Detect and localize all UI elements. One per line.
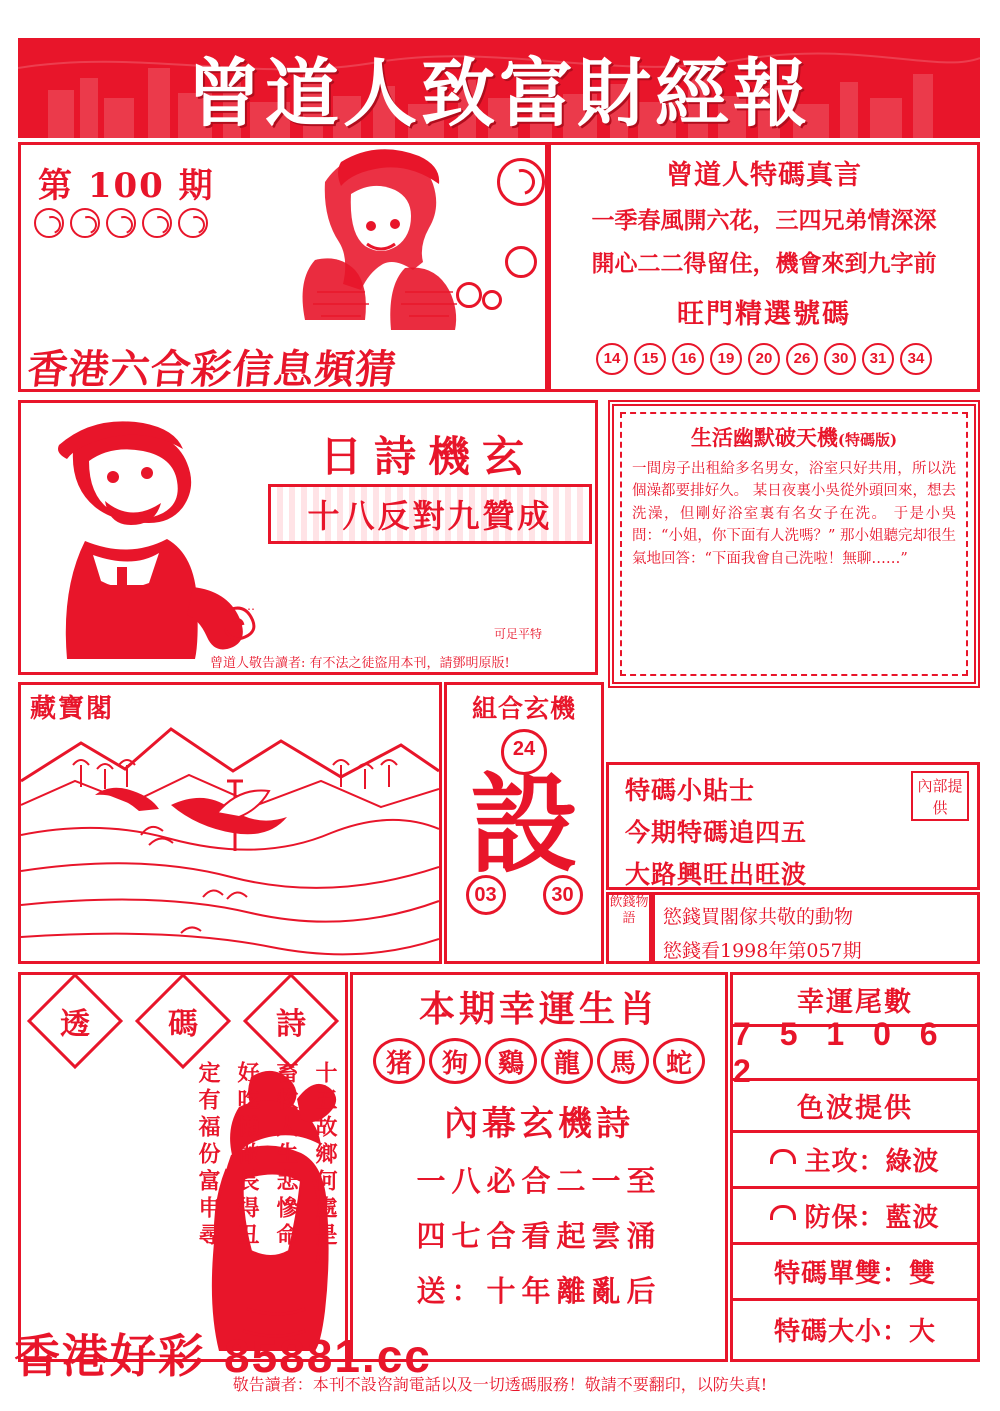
arc-bullet-icon xyxy=(770,1205,796,1220)
lucky-zodiac-panel xyxy=(350,972,728,1362)
inside-poem-line-2: 四七合看起雲涌 xyxy=(416,1219,662,1253)
internal-stamp: 內部提供 xyxy=(911,771,969,821)
selected-numbers-title: 旺門精選號碼 xyxy=(677,299,851,330)
zodiac-badge: 猪 xyxy=(373,1038,425,1084)
wave-row-main-label: 主攻：綠波 xyxy=(804,1147,940,1177)
tips-panel xyxy=(606,762,980,890)
combo-left-number: 03 xyxy=(466,875,506,915)
watermark-cn: 香港好彩 xyxy=(14,1329,206,1383)
money-words-box xyxy=(652,892,980,964)
diamond-label: 碼 xyxy=(168,1007,198,1042)
big-small-row: 特碼大小：大 xyxy=(773,1316,936,1347)
landscape-illustration xyxy=(21,685,439,961)
number-ball: 26 xyxy=(786,343,818,375)
inside-poem-line-3: 送：十年離亂后 xyxy=(416,1274,662,1308)
swirl-icon xyxy=(70,208,100,238)
lucky-tail-title: 幸運尾數 xyxy=(733,975,977,1027)
joke-title-main: 生活幽默破天機 xyxy=(690,425,838,450)
zodiac-badge: 蛇 xyxy=(653,1038,705,1084)
diamond-row xyxy=(21,987,345,1055)
poem-mini-note: 可足平特 xyxy=(494,627,543,641)
number-ball: 19 xyxy=(710,343,742,375)
zodiac-badge: 龍 xyxy=(541,1038,593,1084)
combo-right-number: 30 xyxy=(543,875,583,915)
tips-line-1: 特碼小貼士 xyxy=(625,776,756,805)
poem-column: 好吃懶做長得丑 xyxy=(234,1061,260,1250)
number-ball: 34 xyxy=(900,343,932,375)
footer-note: 敬告讀者：本刊不設咨詢電話以及一切透碼服務！敬請不要翻印，以防失真! xyxy=(232,1375,768,1394)
wave-row-backup xyxy=(733,1189,977,1245)
lucky-zodiac-title: 本期幸運生肖 xyxy=(418,988,659,1030)
masthead xyxy=(18,38,980,138)
wave-row-main xyxy=(733,1133,977,1189)
combo-top-number: 24 xyxy=(501,729,547,775)
vertical-poem-columns xyxy=(21,1061,345,1361)
diamond-badge xyxy=(243,973,339,1069)
tips-line-2: 今期特碼追四五 xyxy=(625,818,808,847)
selected-numbers-row xyxy=(551,343,977,375)
number-ball: 15 xyxy=(634,343,666,375)
joke-body: 一間房子出租給多名男女，浴室只好共用，所以洗個澡都要排好久。 某日夜裏小吳從外頭回來，想去洗澡，但剛好浴室裏有名女子在洗。 于是小吳問：“小姐，你下面有人洗嗎？” 那小姐聽完却很生氣地回答：“下面我會自己洗啦！無聊……” xyxy=(632,461,956,567)
bubble-icon xyxy=(482,290,502,310)
inside-poem-line-1: 一八必合二一至 xyxy=(416,1164,662,1198)
poem-title: 日詩機玄 xyxy=(320,432,537,481)
poem-band: 十八反對九贊成 xyxy=(268,484,592,544)
combo-big-character: 設 xyxy=(469,762,578,888)
copyright-warning: 曾道人敬告讀者: 有不法之徒盜用本刊，請鄧明原版! xyxy=(210,656,510,671)
bubble-icon xyxy=(505,246,537,278)
number-ball: 30 xyxy=(824,343,856,375)
swirl-icon xyxy=(178,208,208,238)
special-code-title: 曾道人特碼真言 xyxy=(666,160,862,191)
masthead-title: 曾道人致富財經報 xyxy=(187,51,811,137)
cartoon-man-illustration xyxy=(31,415,281,665)
poem-column: 十五故鄉何處是 xyxy=(312,1061,338,1250)
issue-label: 第 100 期 xyxy=(38,166,215,206)
watermark-url: 85881.cc xyxy=(224,1330,432,1382)
special-code-panel xyxy=(548,142,980,392)
joke-title xyxy=(632,422,956,452)
diamond-badge xyxy=(135,973,231,1069)
number-ball: 20 xyxy=(748,343,780,375)
number-ball: 16 xyxy=(672,343,704,375)
inside-poem-title: 內幕玄機詩 xyxy=(444,1104,634,1144)
diamond-label: 詩 xyxy=(276,1007,306,1042)
combo-title: 組合玄機 xyxy=(471,694,576,723)
swirl-ball-row xyxy=(34,208,214,238)
zodiac-row xyxy=(353,1038,725,1084)
wave-title: 色波提供 xyxy=(733,1081,977,1133)
number-ball: 31 xyxy=(862,343,894,375)
money-words-label-box xyxy=(606,892,652,964)
money-words-line-2: 慾錢看1998年第057期 xyxy=(663,940,862,962)
zodiac-badge: 馬 xyxy=(597,1038,649,1084)
lucky-tail-numbers: 7 5 1 0 6 2 xyxy=(733,1027,977,1081)
special-code-line-2: 開心二二得留住，機會來到九字前 xyxy=(591,250,937,277)
swirl-icon xyxy=(106,208,136,238)
zodiac-badge: 鷄 xyxy=(485,1038,537,1084)
number-ball: 14 xyxy=(596,343,628,375)
large-swirl-icon xyxy=(497,158,545,206)
poem-column: 定有福份富申尋 xyxy=(195,1061,221,1250)
joke-panel xyxy=(608,400,980,688)
diamond-label: 透 xyxy=(60,1007,90,1042)
watermark xyxy=(14,1320,432,1386)
swirl-icon xyxy=(142,208,172,238)
poem-column: 畜牧人生悲慘命 xyxy=(273,1061,299,1250)
treasure-label: 藏寶閣 xyxy=(30,694,115,724)
odd-even-row: 特碼單雙：雙 xyxy=(733,1245,977,1301)
zodiac-badge: 狗 xyxy=(429,1038,481,1084)
code-poem-panel xyxy=(18,972,348,1362)
dot-marks: ‥ xyxy=(247,599,256,613)
combo-panel xyxy=(444,682,604,964)
special-code-line-1: 一季春風開六花，三四兄弟情深深 xyxy=(591,207,937,234)
main-headline: 香港六合彩信息頻猜 xyxy=(25,346,400,393)
lucky-tail-panel xyxy=(730,972,980,1362)
joke-title-suffix: (特碼版) xyxy=(837,431,898,449)
swirl-icon xyxy=(34,208,64,238)
wave-row-backup-label: 防保：藍波 xyxy=(804,1203,940,1233)
arc-bullet-icon xyxy=(770,1149,796,1164)
diamond-badge xyxy=(27,973,123,1069)
money-words-line-1: 慾錢買閣傢共敬的動物 xyxy=(663,906,854,928)
tips-line-3: 大路興旺出旺波 xyxy=(625,860,808,889)
joke-inner-frame xyxy=(620,412,968,676)
money-words-label: 飲錢物語 xyxy=(609,895,649,926)
bubble-icon xyxy=(456,282,482,308)
